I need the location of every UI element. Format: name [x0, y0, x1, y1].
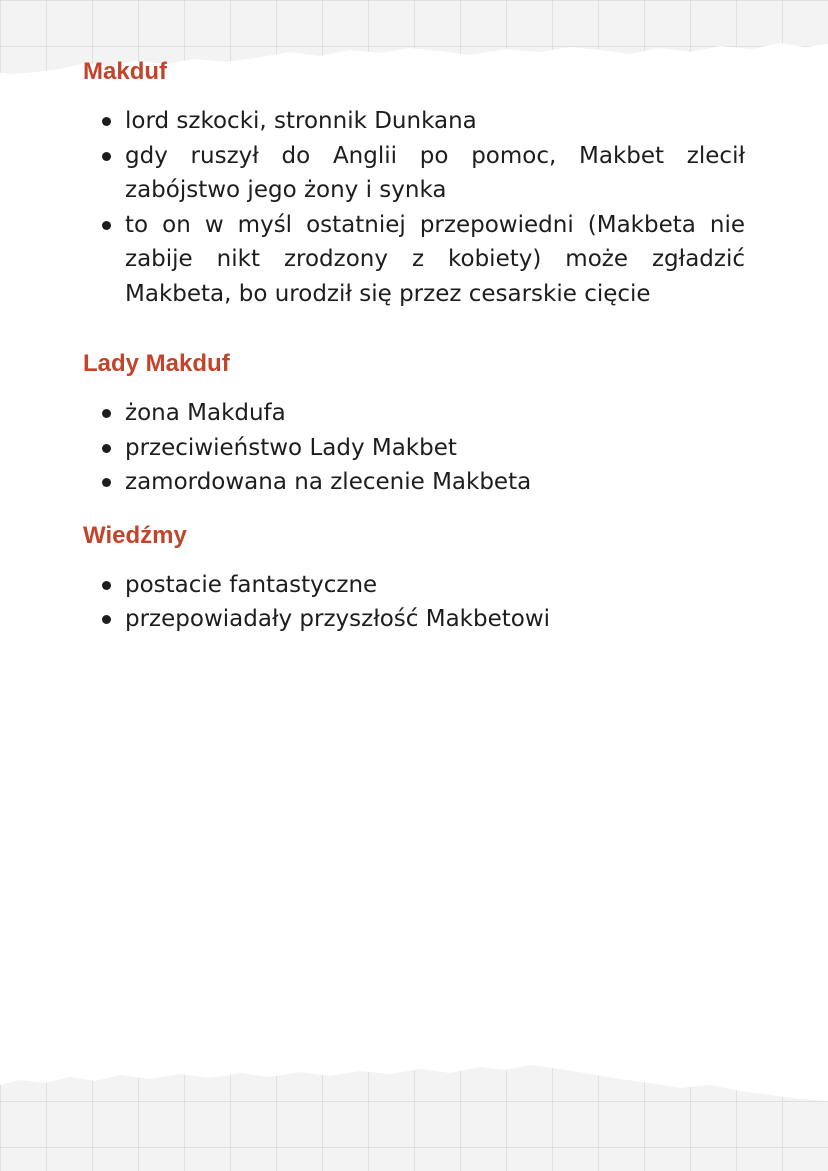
- bullet-list: [83, 568, 745, 637]
- list-item: żona Makdufa: [83, 396, 745, 431]
- section-lady-makduf: [83, 346, 745, 500]
- section-heading: Wiedźmy: [83, 521, 187, 549]
- section-heading: Makduf: [83, 58, 167, 85]
- document-content: [83, 54, 745, 637]
- list-item: przepowiadały przyszłość Makbetowi: [83, 602, 745, 637]
- section-heading: Lady Makduf: [83, 350, 230, 377]
- list-item: przeciwieństwo Lady Makbet: [83, 431, 745, 466]
- section-makduf: [83, 54, 745, 311]
- list-item: lord szkocki, stronnik Dunkana: [83, 104, 745, 139]
- list-item: zamordowana na zlecenie Makbeta: [83, 465, 745, 500]
- section-wiedzmy: [83, 518, 745, 637]
- bullet-list: [83, 396, 745, 500]
- list-item: postacie fantastyczne: [83, 568, 745, 603]
- list-item: to on w myśl ostatniej przepowiedni (Makbeta nie zabije nikt zrodzony z kobiety) może zgładzić Makbeta, bo urodził się przez cesarskie cięcie: [83, 208, 745, 312]
- list-item: gdy ruszył do Anglii po pomoc, Makbet zlecił zabójstwo jego żony i synka: [83, 139, 745, 208]
- bullet-list: [83, 104, 745, 311]
- torn-paper-bottom-decoration: [0, 1055, 828, 1171]
